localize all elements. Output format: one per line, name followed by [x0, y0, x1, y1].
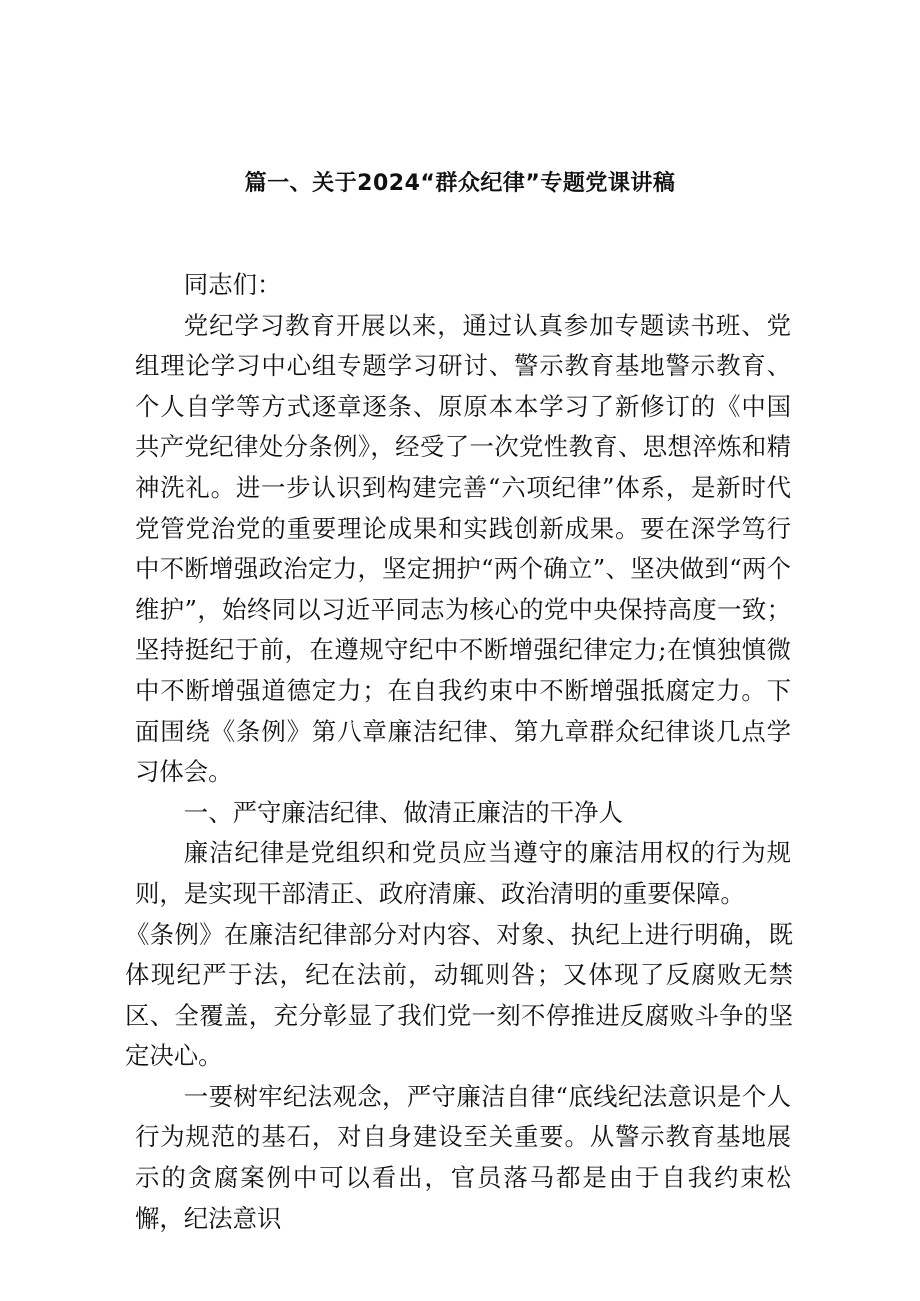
document-title: 篇一、关于2024“群众纪律”专题党课讲稿: [244, 171, 676, 196]
document-body: [125, 265, 793, 1239]
paragraph-intro: 党纪学习教育开展以来，通过认真参加专题读书班、党组理论学习中心组专题学习研讨、警示教育基地警示教育、个人自学等方式逐章逐条、原原本本学习了新修订的《中国共产党纪律处分条例》，经受了一次党性教育、思想淬炼和精神洗礼。进一步认识到构建完善“六项纪律”体系，是新时代党管党治党的重要理论成果和实践创新成果。要在深学笃行中不断增强政治定力，坚定拥护“两个确立”、坚决做到“两个维护”，始终同以习近平同志为核心的党中央保持高度一致；坚持挺纪于前，在遵规守纪中不断增强纪律定力;在慎独慎微中不断增强道德定力；在自我约束中不断增强抵腐定力。下面围绕《条例》第八章廉洁纪律、第九章群众纪律谈几点学习体会。: [135, 310, 791, 787]
paragraph-regulation: 《条例》在廉洁纪律部分对内容、对象、执纪上进行明确，既体现纪严于法，纪在法前，动辄则咎；又体现了反腐败无禁区、全覆盖，充分彰显了我们党一刻不停推进反腐败斗争的坚定决心。: [125, 919, 793, 1071]
paragraph-integrity-definition: 廉洁纪律是党组织和党员应当遵守的廉洁用权的行为规则，是实现干部清正、政府清廉、政治清明的重要保障。: [135, 838, 791, 908]
paragraph-point-one: 一要树牢纪法观念，严守廉洁自律“底线纪法意识是个人行为规范的基石，对自身建设至关重要。从警示教育基地展示的贪腐案例中可以看出，官员落马都是由于自我约束松懈，纪法意识: [135, 1081, 791, 1233]
salutation: 同志们：: [183, 270, 282, 299]
section-heading-1: 一、严守廉洁纪律、做清正廉洁的干净人: [183, 797, 623, 827]
